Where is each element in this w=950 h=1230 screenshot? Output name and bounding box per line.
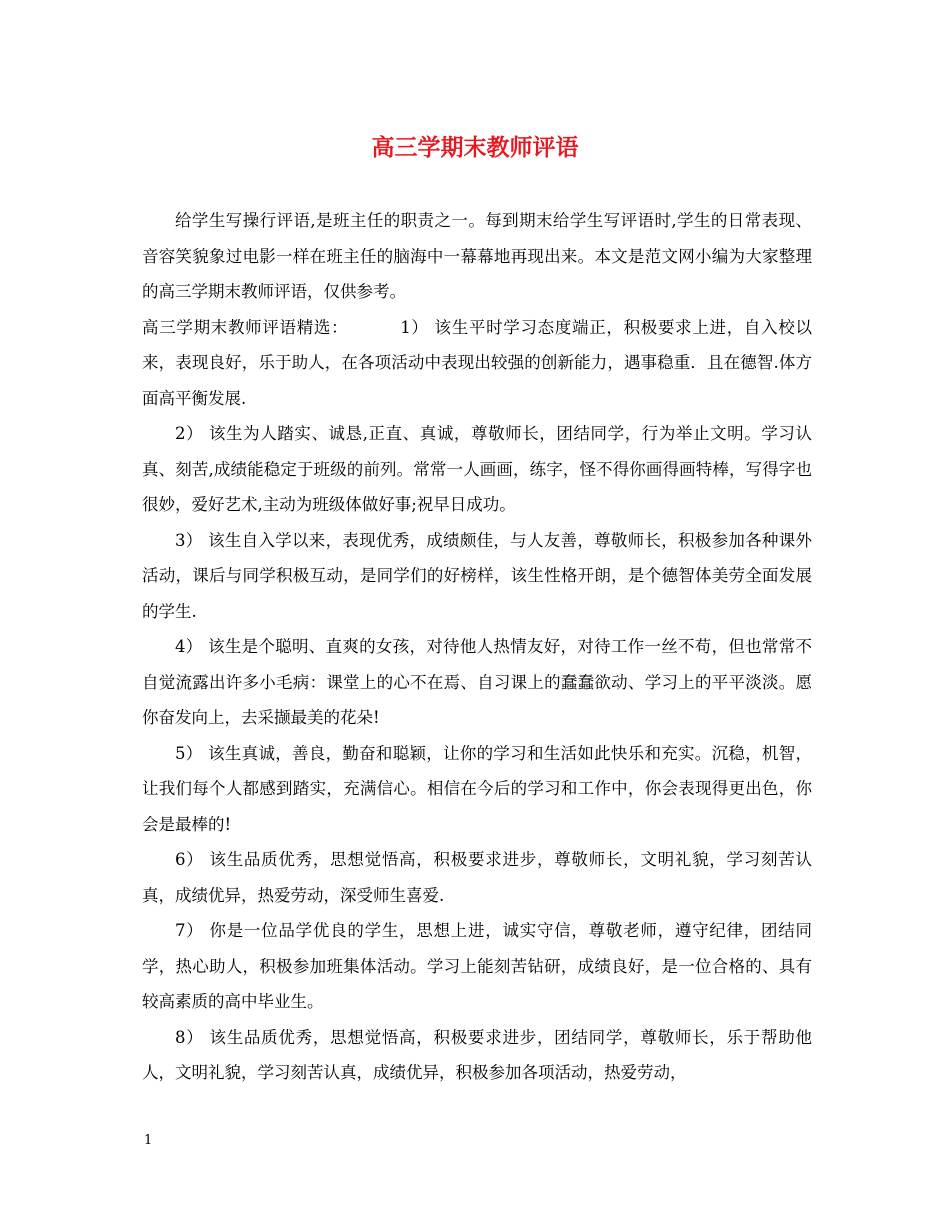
document-title: 高三学期末教师评语 bbox=[371, 134, 579, 161]
comment-5: 5） 该生真诚，善良，勤奋和聪颖，让你的学习和生活如此快乐和充实。沉稳，机智，让我们每个人都感到踏实，充满信心。相信在今后的学习和工作中，你会表现得更出色，你会是最棒的! bbox=[142, 743, 812, 834]
document-body bbox=[142, 203, 812, 1091]
comment-4: 4） 该生是个聪明、直爽的女孩，对待他人热情友好，对待工作一丝不苟，但也常常不自觉流露出许多小毛病：课堂上的心不在焉、自习课上的蠢蠢欲动、学习上的平平淡淡。愿你奋发向上，去采撷最美的花朵! bbox=[142, 637, 812, 727]
comment-1: 1） 该生平时学习态度端正，积极要求上进，自入校以来，表现良好，乐于助人，在各项活动中表现出较强的创新能力，遇事稳重．且在德智.体方面高平衡发展. bbox=[142, 317, 812, 408]
comment-2: 2） 该生为人踏实、诚恳,正直、真诚，尊敬师长，团结同学，行为举止文明。学习认真、刻苦,成绩能稳定于班级的前列。常常一人画画，练字，怪不得你画得画特棒，写得字也很妙，爱好艺术,主动为班级体做好事;祝早日成功。 bbox=[142, 424, 812, 514]
comment-6: 6） 该生品质优秀，思想觉悟高，积极要求进步，尊敬师长，文明礼貌，学习刻苦认真，成绩优异，热爱劳动，深受师生喜爱. bbox=[142, 850, 812, 905]
comment-7: 7） 你是一位品学优良的学生，思想上进，诚实守信，尊敬老师，遵守纪律，团结同学，热心助人，积极参加班集体活动。学习上能刻苦钻研，成绩良好，是一位合格的、具有较高素质的高中毕业生。 bbox=[142, 921, 812, 1011]
comment-8: 8） 该生品质优秀，思想觉悟高，积极要求进步，团结同学，尊敬师长，乐于帮助他人，文明礼貌，学习刻苦认真，成绩优异，积极参加各项活动，热爱劳动， bbox=[142, 1027, 812, 1082]
intro-paragraph: 给学生写操行评语,是班主任的职责之一。每到期末给学生写评语时,学生的日常表现、音容笑貌象过电影一样在班主任的脑海中一幕幕地再现出来。本文是范文网小编为大家整理的高三学期末教师评语，仅供参考。 bbox=[142, 211, 812, 301]
comment-3: 3） 该生自入学以来，表现优秀，成绩颇佳，与人友善，尊敬师长，积极参加各种课外活动，课后与同学积极互动，是同学们的好榜样，该生性格开朗，是个德智体美劳全面发展的学生. bbox=[142, 530, 812, 621]
section-label: 高三学期末教师评语精选： bbox=[142, 317, 349, 337]
page-number: 1 bbox=[144, 1133, 153, 1148]
comment-1-paragraph bbox=[142, 310, 812, 417]
